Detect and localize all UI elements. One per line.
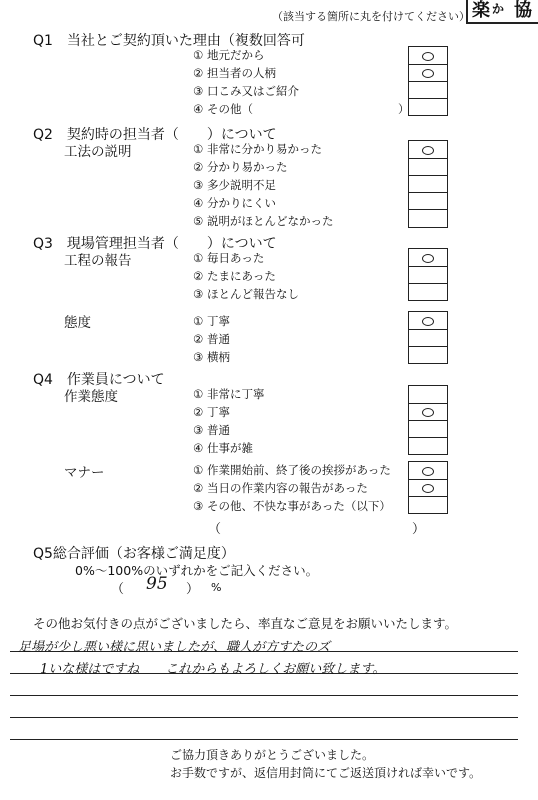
q4-circle-mark-2 [422,408,434,417]
q4-answer-box[interactable] [408,385,448,455]
q3-title: Q3 現場管理担当者（ ）について [33,236,277,252]
q4-other-paren-open: （ [208,522,222,537]
q3b-answer-box[interactable] [408,311,448,364]
q3-option-3: ③ ほとんど報告なし [193,287,299,301]
q4-option-3: ③ 普通 [193,423,230,437]
stamp-char-1: 楽 [472,0,490,21]
q2-answer-box[interactable] [408,140,448,228]
q5-score-value[interactable]: 95 [146,574,168,594]
q1-title: Q1 当社とご契約頂いた理由（複数回答可 [33,33,305,49]
q4-option-2: ② 丁寧 [193,405,230,419]
q1-option-1: ① 地元だから [193,48,265,62]
q5-paren-open: （ [111,582,125,597]
q4-option-1: ① 非常に丁寧 [193,387,265,401]
q4-subtitle: 作業態度 [64,389,118,405]
q4b-circle-mark-1 [422,467,434,476]
q4b-answer-box[interactable] [408,461,448,514]
q3b-option-3: ③ 横柄 [193,350,230,364]
q5-paren-close: ） [186,582,200,597]
q4b-option-2: ② 当日の作業内容の報告があった [193,481,368,495]
q2-title: Q2 契約時の担当者（ ）について [33,127,277,143]
q1-option-3: ③ 口こみ又はご紹介 [193,84,299,98]
q2-circle-mark-1 [422,146,434,155]
stamp-char-2: か [492,2,505,16]
q2-option-4: ④ 分かりにくい [193,196,276,210]
q3b-option-1: ① 丁寧 [193,314,230,328]
q3-subtitle-2: 態度 [64,315,91,331]
q1-circle-mark-2 [422,69,434,78]
q2-option-2: ② 分かり易かった [193,160,288,174]
q5-percent-unit: % [211,581,222,594]
q1-option-2: ② 担当者の人柄 [193,66,276,80]
q1-other-close: ） [398,102,410,116]
company-stamp [466,0,538,24]
q5-title: Q5総合評価（お客様ご満足度） [33,546,235,562]
footer-request: お手数ですが、返信用封筒にてご返送頂ければ幸いです。 [170,766,482,780]
q4b-circle-mark-2 [422,484,434,493]
q5-instruction: 0%～100%のいずれかをご記入ください。 [75,563,319,578]
q3-option-1: ① 毎日あった [193,251,265,265]
q4b-option-3: ③ その他、不快な事があった（以下） [193,499,391,513]
q1-answer-box[interactable] [408,46,448,116]
stamp-char-3: 協 [514,0,532,21]
comments-prompt: その他お気付きの点がございましたら、率直なご意見をお願いいたします。 [33,616,458,631]
q3b-option-2: ② 普通 [193,332,230,346]
q3-circle-mark-1 [422,254,434,263]
comment-handwritten-line-2[interactable]: 1いな様はですね これからもよろしくお願い致します。 [40,662,386,677]
q4b-option-1: ① 作業開始前、終了後の挨拶があった [193,463,391,477]
q3-subtitle: 工程の報告 [64,253,132,269]
q4-other-paren-close: ） [412,522,426,537]
q3-option-2: ② たまにあった [193,269,276,283]
q3-answer-box[interactable] [408,248,448,301]
instruction-note: （該当する箇所に丸を付けてください） [272,10,470,23]
q1-option-4: ④ その他（ [193,102,253,116]
comment-handwritten-line-1[interactable]: 足場が少し悪い様に思いましたが、職人が方すたのズ [18,640,331,655]
q2-option-1: ① 非常に分かり易かった [193,142,322,156]
q4-option-4: ④ 仕事が雑 [193,441,253,455]
q4-subtitle-2: マナー [64,465,105,481]
q2-option-5: ⑤ 説明がほとんどなかった [193,214,334,228]
q1-circle-mark-1 [422,52,434,61]
q2-subtitle: 工法の説明 [64,144,132,160]
q2-option-3: ③ 多少説明不足 [193,178,276,192]
q3b-circle-mark-1 [422,317,434,326]
footer-thanks: ご協力頂きありがとうございました。 [170,748,375,762]
q4-title: Q4 作業員について [33,372,165,388]
